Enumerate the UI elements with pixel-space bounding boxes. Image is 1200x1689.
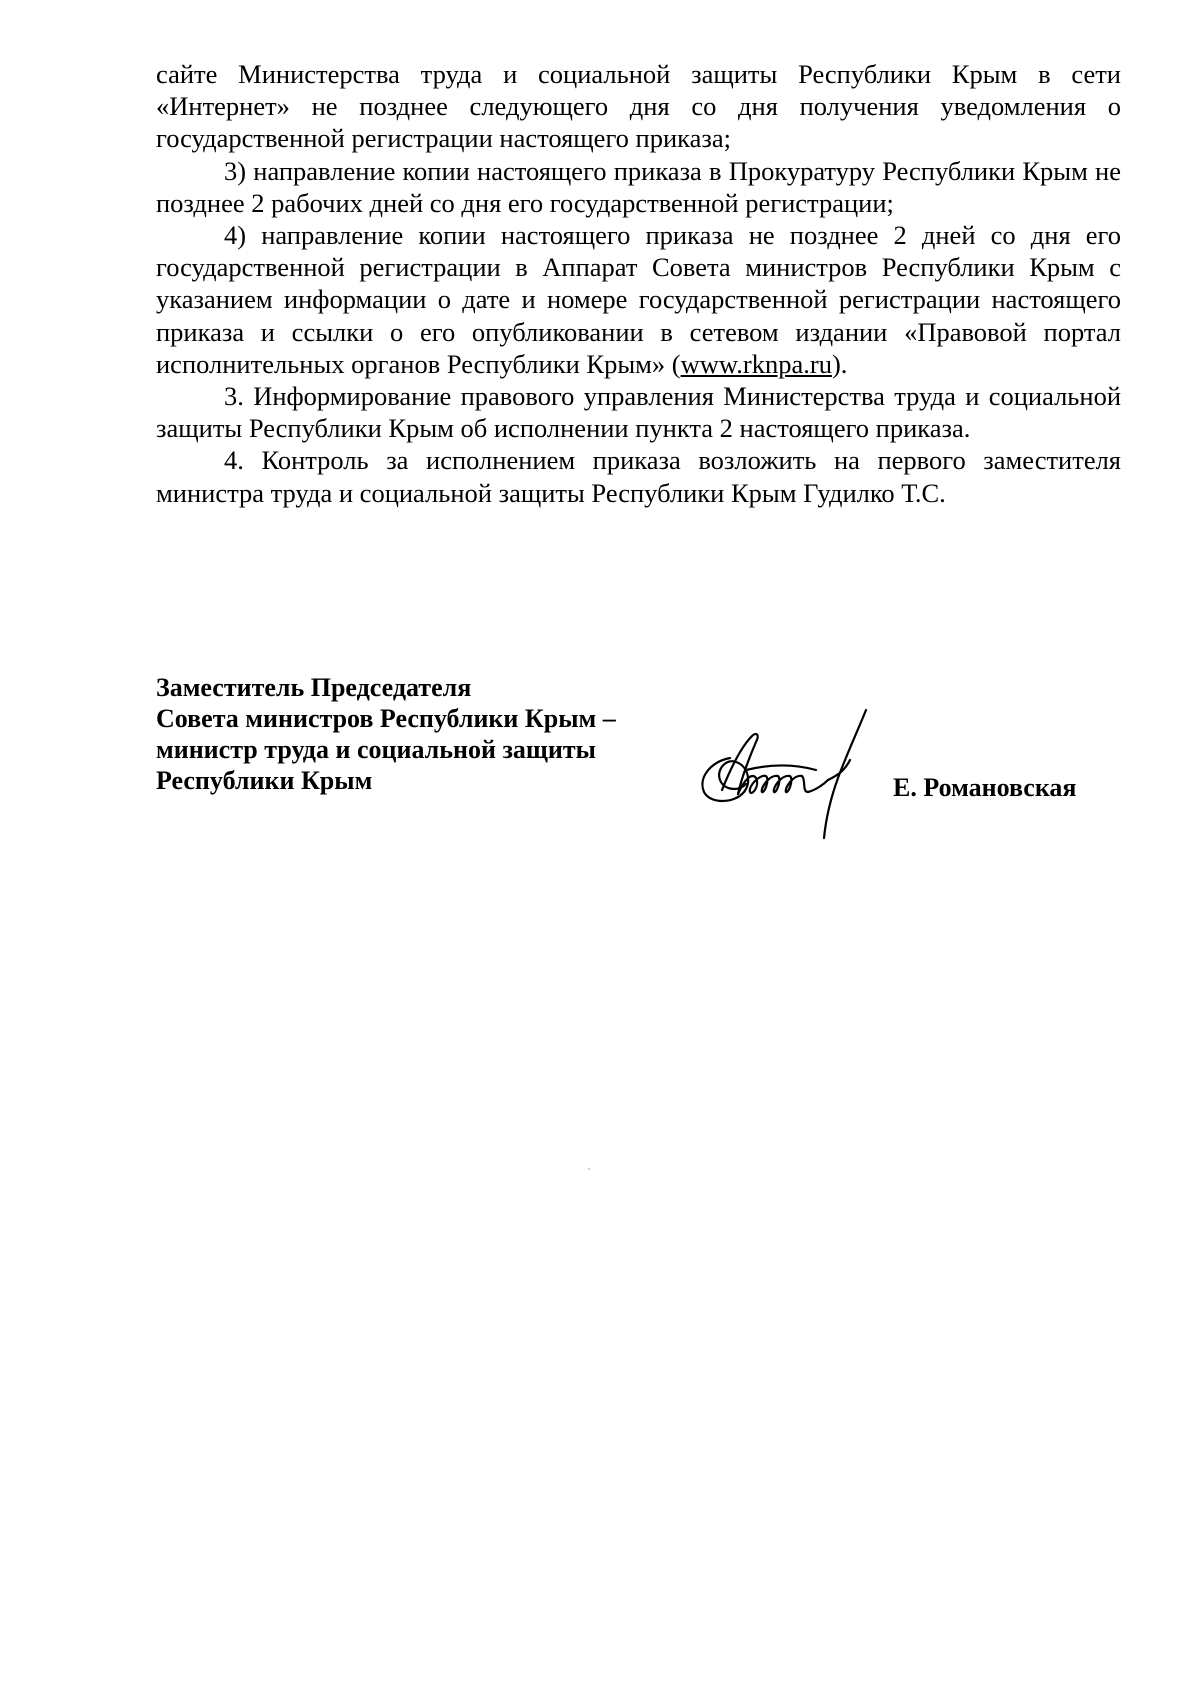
document-body — [156, 58, 1121, 509]
scan-speck — [588, 1168, 590, 1170]
handwritten-signature-icon — [690, 700, 920, 840]
signer-name: Е. Романовская — [893, 773, 1077, 802]
paragraph-item-4-text: 4) направление копии настоящего приказа не позднее 2 дней со дня его государственной регистрации в Аппарат Совета министров Республики Крым с указанием информации о дате и номере государственной регистрации настоящего приказа и ссылки о его опубликовании в сетевом издании «Правовой портал исполнительных органов Республики Крым» ( — [156, 220, 1121, 379]
position-line: министр труда и социальной защиты — [156, 735, 596, 764]
paragraph-item-3-prosecutor: 3) направление копии настоящего приказа в Прокуратуру Республики Крым не позднее 2 рабочих дней со дня его государственной регистрации; — [156, 155, 1121, 218]
paragraph-item-4-apparatus — [156, 219, 1121, 380]
paragraph-point-3: 3. Информирование правового управления Министерства труда и социальной защиты Республики Крым об исполнении пункта 2 настоящего приказа. — [156, 381, 1121, 444]
rknpa-link[interactable]: www.rknpa.ru — [680, 348, 832, 379]
position-line: Республики Крым — [156, 766, 373, 795]
position-line: Совета министров Республики Крым – — [156, 704, 616, 733]
paragraph-item-4-tail: ). — [831, 348, 848, 379]
position-line: Заместитель Председателя — [156, 673, 472, 702]
paragraph-point-4: 4. Контроль за исполнением приказа возложить на первого заместителя министра труда и социальной защиты Республики Крым Гудилко Т.С. — [156, 445, 1121, 508]
paragraph-continuation: сайте Министерства труда и социальной защиты Республики Крым в сети «Интернет» не позднее следующего дня со дня получения уведомления о государственной регистрации настоящего приказа; — [156, 59, 1121, 154]
signatory-position — [156, 672, 616, 796]
